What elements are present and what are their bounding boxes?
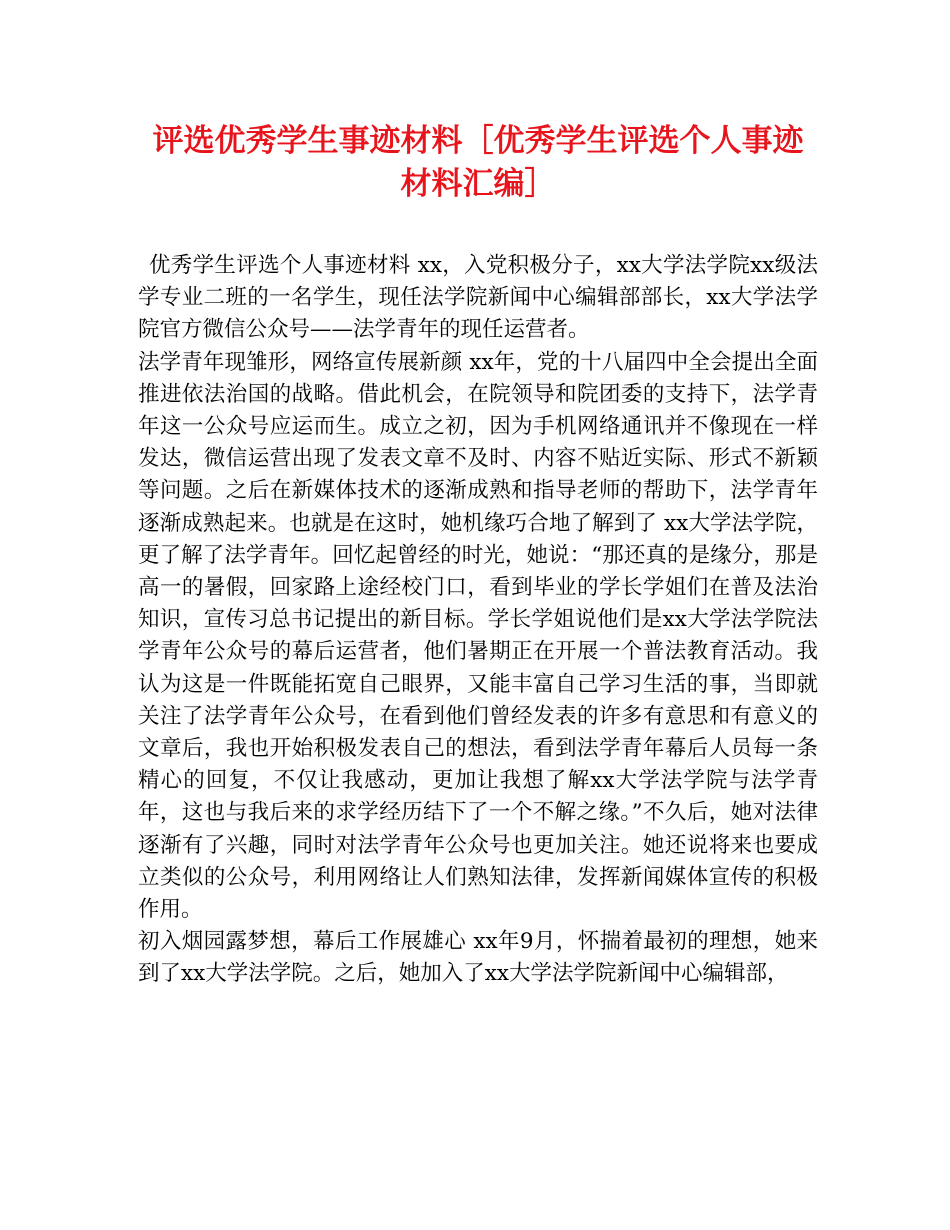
document-title: 评选优秀学生事迹材料［优秀学生评选个人事迹材料汇编］ — [152, 123, 804, 202]
paragraph-law-youth: 法学青年现雏形，网络宣传展新颜 xx年，党的十八届四中全会提出全面推进依法治国的战略。借此机会，在院领导和院团委的支持下，法学青年这一公众号应运而生。成立之初，因为手机网络通讯并不像现在一样发达，微信运营出现了发表文章不及时、内容不贴近实际、形式不新颖等问题。之后在新媒体技术的逐渐成熟和指导老师的帮助下，法学青年逐渐成熟起来。也就是在这时，她机缘巧合地了解到了 xx大学法学院，更了解了法学青年。回忆起曾经的时光，她说：“那还真的是缘分，那是高一的暑假，回家路上途经校门口，看到毕业的学长学姐们在普及法治知识，宣传习总书记提出的新目标。学长学姐说他们是xx大学法学院法学青年公众号的幕后运营者，他们暑期正在开展一个普法教育活动。我认为这是一件既能拓宽自己眼界，又能丰富自己学习生活的事，当即就关注了法学青年公众号，在看到他们曾经发表的许多有意思和有意义的文章后，我也开始积极发表自己的想法，看到法学青年幕后人员每一条精心的回复，不仅让我感动，更加让我想了解xx大学法学院与法学青年，这也与我后来的求学经历结下了一个不解之缘。”不久后，她对法律逐渐有了兴趣，同时对法学青年公众号也更加关注。她还说将来也要成立类似的公众号，利用网络让人们熟知法律，发挥新闻媒体宣传的积极作用。 — [138, 349, 818, 923]
paragraph-intro: 优秀学生评选个人事迹材料 xx，入党积极分子，xx大学法学院xx级法学专业二班的一名学生，现任法学院新闻中心编辑部部长，xx大学法学院官方微信公众号——法学青年的现任运营者。 — [138, 253, 818, 343]
document-page — [138, 120, 818, 991]
paragraph-campus: 初入烟园露梦想，幕后工作展雄心 xx年9月，怀揣着最初的理想，她来到了xx大学法学院。之后，她加入了xx大学法学院新闻中心编辑部， — [138, 929, 818, 987]
